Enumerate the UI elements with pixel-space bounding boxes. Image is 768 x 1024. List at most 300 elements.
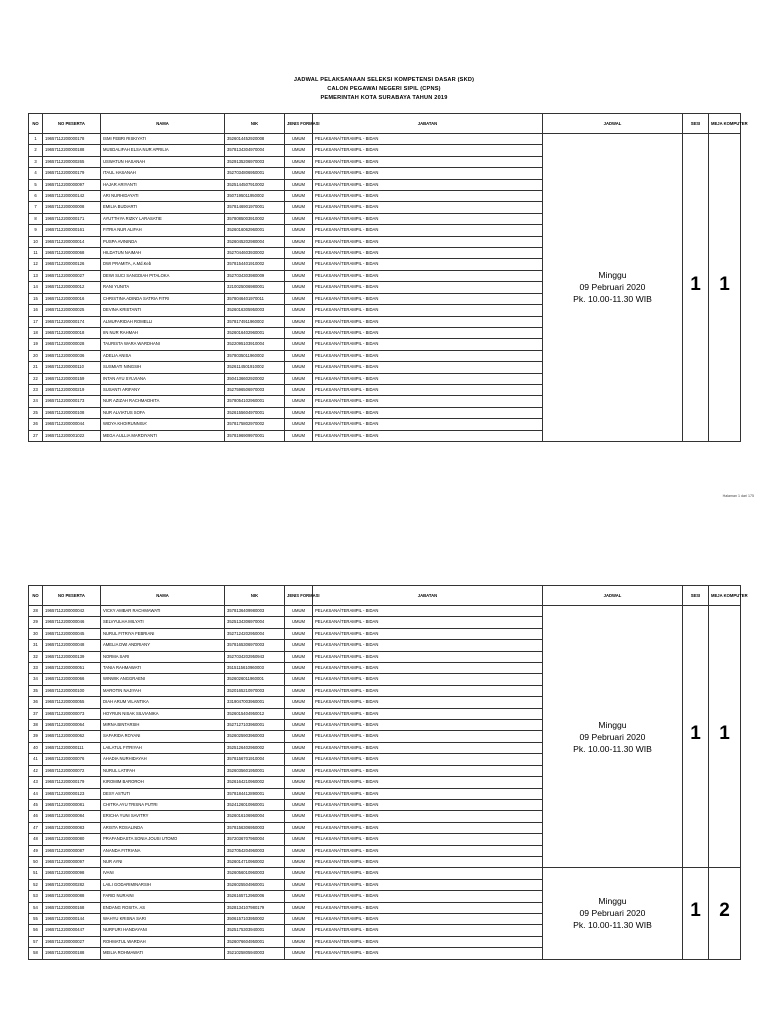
- cell-jabatan: PELAKSANA/TERAMPIL - BIDAN: [313, 617, 543, 628]
- cell-nik: 3525144507910002: [225, 179, 285, 190]
- cell-jenis-formasi: UMUM: [285, 134, 313, 145]
- cell-nama: WINWIK ANGGRAENI: [101, 674, 225, 685]
- cell-nama: DEVINA KRISTANTI: [101, 305, 225, 316]
- cell-jenis-formasi: UMUM: [285, 799, 313, 810]
- cell-nama: EMILIA BUDIARTI: [101, 202, 225, 213]
- cell-jabatan: PELAKSANA/TERAMPIL - BIDAN: [313, 430, 543, 441]
- cell-jenis-formasi: UMUM: [285, 720, 313, 731]
- cell-no-peserta: 19657112200000144: [43, 913, 101, 924]
- cell-nik: 3525126402960002: [225, 742, 285, 753]
- cell-no: 21: [29, 362, 43, 373]
- table-row: [29, 606, 741, 617]
- cell-no: 24: [29, 396, 43, 407]
- cell-no-peserta: 19657112200000168: [43, 902, 101, 913]
- cell-jabatan: PELAKSANA/TERAMPIL - BIDAN: [313, 697, 543, 708]
- cell-no-peserta: 19657112200000447: [43, 925, 101, 936]
- cell-nik: 3210025006980001: [225, 282, 285, 293]
- jadwal-day: Minggu: [598, 270, 627, 281]
- cell-nik: 3578136409980003: [225, 606, 285, 617]
- cell-nama: DWI PRAMITA, A.Md.Keb: [101, 259, 225, 270]
- cell-jabatan: PELAKSANA/TERAMPIL - BIDAN: [313, 925, 543, 936]
- cell-jenis-formasi: UMUM: [285, 811, 313, 822]
- cell-jenis-formasi: UMUM: [285, 617, 313, 628]
- meja-value: 1: [719, 723, 730, 745]
- cell-no: 34: [29, 674, 43, 685]
- cell-jabatan: PELAKSANA/TERAMPIL - BIDAN: [313, 168, 543, 179]
- cell-jenis-formasi: UMUM: [285, 384, 313, 395]
- cell-jabatan: PELAKSANA/TERAMPIL - BIDAN: [313, 293, 543, 304]
- cell-nik: 3526025903960003: [225, 731, 285, 742]
- cell-no-peserta: 19657112200000066: [43, 674, 101, 685]
- cell-jenis-formasi: UMUM: [285, 834, 313, 845]
- cell-nik: 3578175802970002: [225, 419, 285, 430]
- cell-nik: 3520165210970003: [225, 685, 285, 696]
- cell-nik: 3529135206970003: [225, 156, 285, 167]
- cell-nama: ENDANG ROSITA. AS: [101, 902, 225, 913]
- cell-nama: ROHMATUL WARDAH: [101, 936, 225, 947]
- cell-jenis-formasi: UMUM: [285, 191, 313, 202]
- cell-nama: SUSMIATI NINGSIH: [101, 362, 225, 373]
- col-header-peserta: NO PESERTA: [43, 586, 101, 606]
- cell-jenis-formasi: UMUM: [285, 697, 313, 708]
- col-header-meja: MEJA KOMPUTER: [709, 586, 741, 606]
- cell-no-peserta: 19657112200000044: [43, 419, 101, 430]
- cell-meja: [709, 868, 741, 959]
- cell-jabatan: PELAKSANA/TERAMPIL - BIDAN: [313, 651, 543, 662]
- cell-no-peserta: 19657112200000083: [43, 822, 101, 833]
- cell-no-peserta: 19657112200000139: [43, 651, 101, 662]
- cell-no-peserta: 19657112200000087: [43, 845, 101, 856]
- cell-jabatan: PELAKSANA/TERAMPIL - BIDAN: [313, 339, 543, 350]
- cell-jabatan: PELAKSANA/TERAMPIL - BIDAN: [313, 628, 543, 639]
- cell-no: 48: [29, 834, 43, 845]
- cell-no: 58: [29, 948, 43, 959]
- cell-jabatan: PELAKSANA/TERAMPIL - BIDAN: [313, 902, 543, 913]
- cell-no: 35: [29, 685, 43, 696]
- cell-no: 22: [29, 373, 43, 384]
- cell-nama: CHITRA AYU TRISNA PUTRI: [101, 799, 225, 810]
- cell-no: 41: [29, 754, 43, 765]
- cell-nama: NUR AYNI: [101, 856, 225, 867]
- cell-nama: MUSDALIFAH ELSA NUR APRILIA: [101, 145, 225, 156]
- cell-nik: 3526016062960001: [225, 225, 285, 236]
- title-line-1: JADWAL PELAKSANAAN SELEKSI KOMPETENSI DASAR (SKD): [293, 77, 475, 83]
- col-header-nik: NIK: [225, 114, 285, 134]
- cell-no: 45: [29, 799, 43, 810]
- cell-nama: HOYRUN NISAK SILVIANIKA: [101, 708, 225, 719]
- cell-jenis-formasi: UMUM: [285, 765, 313, 776]
- col-header-jenis: JENIS FORMASI: [285, 586, 313, 606]
- cell-no-peserta: 19657112200000046: [43, 617, 101, 628]
- cell-nama: WIDYA KHOIRUNNISA': [101, 419, 225, 430]
- cell-no: 6: [29, 191, 43, 202]
- cell-nama: TANIA RAHMAWATI: [101, 663, 225, 674]
- cell-jabatan: PELAKSANA/TERAMPIL - BIDAN: [313, 674, 543, 685]
- cell-nama: LAILI GODARIMINARSIH: [101, 879, 225, 890]
- cell-jenis-formasi: UMUM: [285, 651, 313, 662]
- cell-no: 38: [29, 720, 43, 731]
- cell-no: 54: [29, 902, 43, 913]
- cell-nik: 3526056010960003: [225, 868, 285, 879]
- cell-jabatan: PELAKSANA/TERAMPIL - BIDAN: [313, 270, 543, 281]
- document-title: [0, 76, 768, 103]
- cell-no-peserta: 19657112200000161: [43, 225, 101, 236]
- cell-meja: [709, 606, 741, 868]
- cell-jabatan: PELAKSANA/TERAMPIL - BIDAN: [313, 856, 543, 867]
- cell-jenis-formasi: UMUM: [285, 891, 313, 902]
- cell-nik: 3526035601950001: [225, 765, 285, 776]
- cell-nik: 3319047003960001: [225, 697, 285, 708]
- cell-jabatan: PELAKSANA/TERAMPIL - BIDAN: [313, 640, 543, 651]
- cell-jadwal: [543, 868, 683, 959]
- cell-jabatan: PELAKSANA/TERAMPIL - BIDAN: [313, 213, 543, 224]
- sesi-value: 1: [690, 900, 701, 922]
- cell-nama: ARI NURHIDAYATI: [101, 191, 225, 202]
- cell-no: 10: [29, 236, 43, 247]
- cell-no-peserta: 19657112200000142: [43, 191, 101, 202]
- cell-no-peserta: 19657112200000098: [43, 868, 101, 879]
- col-header-jabatan: JABATAN: [313, 114, 543, 134]
- cell-jenis-formasi: UMUM: [285, 640, 313, 651]
- cell-jenis-formasi: UMUM: [285, 708, 313, 719]
- cell-nik: 3578035011960002: [225, 350, 285, 361]
- jadwal-time: Pk. 10.00-11.30 WIB: [573, 920, 652, 931]
- cell-nik: 3578134304970004: [225, 145, 285, 156]
- cell-nama: FARID NURAINI: [101, 891, 225, 902]
- col-header-nama: NAMA: [101, 114, 225, 134]
- cell-no: 55: [29, 913, 43, 924]
- title-line-3: PEMERINTAH KOTA SURABAYA TAHUN 2019: [320, 95, 448, 101]
- cell-jabatan: PELAKSANA/TERAMPIL - BIDAN: [313, 419, 543, 430]
- cell-no: 17: [29, 316, 43, 327]
- cell-jenis-formasi: UMUM: [285, 305, 313, 316]
- cell-jabatan: PELAKSANA/TERAMPIL - BIDAN: [313, 362, 543, 373]
- cell-jabatan: PELAKSANA/TERAMPIL - BIDAN: [313, 202, 543, 213]
- cell-jenis-formasi: UMUM: [285, 430, 313, 441]
- cell-jabatan: PELAKSANA/TERAMPIL - BIDAN: [313, 606, 543, 617]
- cell-nik: 3525134306970004: [225, 617, 285, 628]
- cell-jenis-formasi: UMUM: [285, 628, 313, 639]
- cell-nama: USWATUN HASANAH: [101, 156, 225, 167]
- cell-nama: ADELIA ANISA: [101, 350, 225, 361]
- cell-jabatan: PELAKSANA/TERAMPIL - BIDAN: [313, 720, 543, 731]
- cell-no: 15: [29, 293, 43, 304]
- cell-jabatan: PELAKSANA/TERAMPIL - BIDAN: [313, 936, 543, 947]
- cell-jabatan: PELAKSANA/TERAMPIL - BIDAN: [313, 305, 543, 316]
- cell-no-peserta: 19657112200000179: [43, 777, 101, 788]
- cell-jenis-formasi: UMUM: [285, 236, 313, 247]
- cell-no: 49: [29, 845, 43, 856]
- cell-no: 29: [29, 617, 43, 628]
- cell-jenis-formasi: UMUM: [285, 856, 313, 867]
- cell-nama: NURUL FITRIYA FEBRIANI: [101, 628, 225, 639]
- cell-nama: SELVYULHA MILYATI: [101, 617, 225, 628]
- cell-no-peserta: 19657112200000088: [43, 891, 101, 902]
- cell-jenis-formasi: UMUM: [285, 777, 313, 788]
- cell-nik: 3527034202950943: [225, 651, 285, 662]
- cell-no-peserta: 19657112200000051: [43, 663, 101, 674]
- cell-nama: VICKY AMBAR RACHMAWATI: [101, 606, 225, 617]
- cell-no: 57: [29, 936, 43, 947]
- cell-no: 11: [29, 248, 43, 259]
- col-header-no: NO: [29, 114, 43, 134]
- col-header-jenis: JENIS FORMASI: [285, 114, 313, 134]
- cell-nik: 3526016106960004: [225, 811, 285, 822]
- cell-nik: 3578085003910002: [225, 213, 285, 224]
- cell-nama: AYUTTHYA RIZKY LARASATIE: [101, 213, 225, 224]
- cell-jabatan: PELAKSANA/TERAMPIL - BIDAN: [313, 913, 543, 924]
- cell-no-peserta: 19657112200000048: [43, 640, 101, 651]
- cell-nik: 3526114501910002: [225, 362, 285, 373]
- cell-sesi: [683, 868, 709, 959]
- cell-no-peserta: 19657112200000108: [43, 407, 101, 418]
- cell-no-peserta: 19657112200000174: [43, 316, 101, 327]
- cell-no: 47: [29, 822, 43, 833]
- cell-jabatan: PELAKSANA/TERAMPIL - BIDAN: [313, 845, 543, 856]
- col-header-nik: NIK: [225, 586, 285, 606]
- cell-nik: 3506157103950002: [225, 913, 285, 924]
- col-header-no: NO: [29, 586, 43, 606]
- cell-nama: MIRNA BINTARSIH: [101, 720, 225, 731]
- cell-nama: ERICHA YUNI SAVITRY: [101, 811, 225, 822]
- cell-jabatan: PELAKSANA/TERAMPIL - BIDAN: [313, 373, 543, 384]
- cell-nik: 3524126010960001: [225, 799, 285, 810]
- cell-nama: NURUL LATIFAH: [101, 765, 225, 776]
- cell-nama: CHRISTINA ADINDA SATRIA FITRI: [101, 293, 225, 304]
- cell-no-peserta: 19657112200000100: [43, 685, 101, 696]
- cell-jenis-formasi: UMUM: [285, 902, 313, 913]
- cell-nama: DESY ASTUTI: [101, 788, 225, 799]
- cell-no-peserta: 19657112200000064: [43, 720, 101, 731]
- cell-nik: 3578054102960001: [225, 396, 285, 407]
- cell-no: 51: [29, 868, 43, 879]
- cell-no-peserta: 19657112200000097: [43, 856, 101, 867]
- cell-jenis-formasi: UMUM: [285, 674, 313, 685]
- cell-jabatan: PELAKSANA/TERAMPIL - BIDAN: [313, 225, 543, 236]
- cell-nik: 3578174911960002: [225, 316, 285, 327]
- cell-no-peserta: 19657112200000188: [43, 948, 101, 959]
- cell-nik: 3527054204960003: [225, 845, 285, 856]
- cell-jabatan: PELAKSANA/TERAMPIL - BIDAN: [313, 191, 543, 202]
- cell-jenis-formasi: UMUM: [285, 225, 313, 236]
- cell-no-peserta: 19657112200000027: [43, 936, 101, 947]
- cell-nik: 3578184412890001: [225, 788, 285, 799]
- cell-nik: 3515115610960003: [225, 663, 285, 674]
- col-header-peserta: NO PESERTA: [43, 114, 101, 134]
- cell-jabatan: PELAKSANA/TERAMPIL - BIDAN: [313, 384, 543, 395]
- cell-no: 39: [29, 731, 43, 742]
- cell-jenis-formasi: UMUM: [285, 362, 313, 373]
- cell-nama: PRAFANDASTA SONIA JOUSI UTOMO: [101, 834, 225, 845]
- jadwal-time: Pk. 10.00-11.30 WIB: [573, 294, 652, 305]
- cell-no: 1: [29, 134, 43, 145]
- cell-nama: MAROTIN NAJIYAH: [101, 685, 225, 696]
- cell-no-peserta: 19657112200000008: [43, 202, 101, 213]
- cell-no: 18: [29, 327, 43, 338]
- cell-no-peserta: 19657112200000012: [43, 282, 101, 293]
- cell-nama: AHADIA NURHIDAYAH: [101, 754, 225, 765]
- cell-jabatan: PELAKSANA/TERAMPIL - BIDAN: [313, 879, 543, 890]
- cell-jabatan: PELAKSANA/TERAMPIL - BIDAN: [313, 708, 543, 719]
- cell-no-peserta: 19657112200000173: [43, 396, 101, 407]
- cell-nama: NUR ALVIATUS SOFA: [101, 407, 225, 418]
- cell-no: 2: [29, 145, 43, 156]
- cell-nama: ITAUL HASANAH: [101, 168, 225, 179]
- cell-no: 28: [29, 606, 43, 617]
- cell-jenis-formasi: UMUM: [285, 788, 313, 799]
- cell-jenis-formasi: UMUM: [285, 396, 313, 407]
- cell-nik: 3526045202980004: [225, 236, 285, 247]
- cell-jenis-formasi: UMUM: [285, 731, 313, 742]
- col-header-meja: MEJA KOMPUTER: [709, 114, 741, 134]
- cell-no: 26: [29, 419, 43, 430]
- cell-no: 44: [29, 788, 43, 799]
- col-header-nama: NAMA: [101, 586, 225, 606]
- cell-jenis-formasi: UMUM: [285, 350, 313, 361]
- cell-jenis-formasi: UMUM: [285, 327, 313, 338]
- cell-jenis-formasi: UMUM: [285, 259, 313, 270]
- cell-no: 31: [29, 640, 43, 651]
- cell-jenis-formasi: UMUM: [285, 282, 313, 293]
- cell-nama: MEILIA ROHMAWATI: [101, 948, 225, 959]
- cell-no: 20: [29, 350, 43, 361]
- cell-jenis-formasi: UMUM: [285, 213, 313, 224]
- cell-no: 25: [29, 407, 43, 418]
- cell-no-peserta: 19657112200000171: [43, 213, 101, 224]
- cell-no: 53: [29, 891, 43, 902]
- cell-nik: 3526016305950003: [225, 305, 285, 316]
- cell-nik: 3526016402960001: [225, 327, 285, 338]
- cell-jabatan: PELAKSANA/TERAMPIL - BIDAN: [313, 396, 543, 407]
- cell-nik: 3527127103960001: [225, 720, 285, 731]
- schedule-table: [28, 113, 748, 442]
- cell-nik: 3507195011950002: [225, 191, 285, 202]
- cell-nama: DEWI SUCI SANGDIAH PITALOKA: [101, 270, 225, 281]
- cell-no-peserta: 19657112200000036: [43, 350, 101, 361]
- cell-jenis-formasi: UMUM: [285, 339, 313, 350]
- cell-jabatan: PELAKSANA/TERAMPIL - BIDAN: [313, 799, 543, 810]
- cell-no: 4: [29, 168, 43, 179]
- cell-jabatan: PELAKSANA/TERAMPIL - BIDAN: [313, 811, 543, 822]
- cell-nama: RANI YUNITA: [101, 282, 225, 293]
- cell-nama: IVANI: [101, 868, 225, 879]
- cell-no-peserta: 19657112200000055: [43, 697, 101, 708]
- cell-jenis-formasi: UMUM: [285, 936, 313, 947]
- cell-jabatan: PELAKSANA/TERAMPIL - BIDAN: [313, 327, 543, 338]
- cell-no-peserta: 19657112200000188: [43, 145, 101, 156]
- cell-nik: 3526164210960002: [225, 777, 285, 788]
- cell-nama: LAILATUL FITRIYAH: [101, 742, 225, 753]
- cell-sesi: [683, 134, 709, 442]
- title-line-2: CALON PEGAWAI NEGERI SIPIL (CPNS): [327, 86, 441, 92]
- col-header-sesi: SESI: [683, 586, 709, 606]
- cell-no-peserta: 19657112200001022: [43, 430, 101, 441]
- col-header-sesi: SESI: [683, 114, 709, 134]
- table-header-row: [29, 586, 741, 606]
- cell-jabatan: PELAKSANA/TERAMPIL - BIDAN: [313, 350, 543, 361]
- cell-jadwal: [543, 606, 683, 868]
- cell-no: 12: [29, 259, 43, 270]
- cell-no-peserta: 19657112200000126: [43, 259, 101, 270]
- cell-jenis-formasi: UMUM: [285, 179, 313, 190]
- cell-nama: FITRIA NUR ALIFAH: [101, 225, 225, 236]
- cell-nama: KIROMIM BAROROH: [101, 777, 225, 788]
- cell-jabatan: PELAKSANA/TERAMPIL - BIDAN: [313, 685, 543, 696]
- cell-jabatan: PELAKSANA/TERAMPIL - BIDAN: [313, 788, 543, 799]
- document-page-2: [0, 578, 768, 1024]
- cell-no-peserta: 19657112200000014: [43, 236, 101, 247]
- cell-no-peserta: 19657112200000123: [43, 788, 101, 799]
- cell-jenis-formasi: UMUM: [285, 407, 313, 418]
- cell-nama: INTAN AYU SYLVIANA: [101, 373, 225, 384]
- cell-jenis-formasi: UMUM: [285, 145, 313, 156]
- cell-no-peserta: 19657112200000110: [43, 362, 101, 373]
- cell-jabatan: PELAKSANA/TERAMPIL - BIDAN: [313, 891, 543, 902]
- page-footer: Halaman 1 dari 175: [722, 494, 754, 498]
- cell-nama: MEGA AULLIA MARDIYANTI: [101, 430, 225, 441]
- cell-jenis-formasi: UMUM: [285, 948, 313, 959]
- jadwal-text: [545, 719, 680, 755]
- cell-jenis-formasi: UMUM: [285, 742, 313, 753]
- cell-jenis-formasi: UMUM: [285, 685, 313, 696]
- cell-jabatan: PELAKSANA/TERAMPIL - BIDAN: [313, 248, 543, 259]
- col-header-jabatan: JABATAN: [313, 586, 543, 606]
- cell-jenis-formasi: UMUM: [285, 419, 313, 430]
- cell-no: 9: [29, 225, 43, 236]
- cell-jabatan: PELAKSANA/TERAMPIL - BIDAN: [313, 948, 543, 959]
- cell-no-peserta: 19657112200000265: [43, 156, 101, 167]
- cell-nama: ANANDA FITRIANA: [101, 845, 225, 856]
- cell-nik: 3522095103910004: [225, 339, 285, 350]
- cell-jenis-formasi: UMUM: [285, 925, 313, 936]
- cell-no: 46: [29, 811, 43, 822]
- cell-no-peserta: 19657112200000179: [43, 168, 101, 179]
- cell-nik: 3526014710960002: [225, 856, 285, 867]
- cell-no-peserta: 19657112200000076: [43, 754, 101, 765]
- cell-jabatan: PELAKSANA/TERAMPIL - BIDAN: [313, 742, 543, 753]
- cell-no-peserta: 19657112200000068: [43, 248, 101, 259]
- cell-jabatan: PELAKSANA/TERAMPIL - BIDAN: [313, 316, 543, 327]
- cell-no: 52: [29, 879, 43, 890]
- cell-nama: SAFARIDA ROYANI: [101, 731, 225, 742]
- cell-jenis-formasi: UMUM: [285, 373, 313, 384]
- cell-no-peserta: 19657112200000027: [43, 270, 101, 281]
- cell-jabatan: PELAKSANA/TERAMPIL - BIDAN: [313, 834, 543, 845]
- cell-no-peserta: 19657112200000042: [43, 606, 101, 617]
- cell-nik: 3578165306970003: [225, 640, 285, 651]
- cell-jabatan: PELAKSANA/TERAMPIL - BIDAN: [313, 259, 543, 270]
- cell-jabatan: PELAKSANA/TERAMPIL - BIDAN: [313, 731, 543, 742]
- cell-jenis-formasi: UMUM: [285, 845, 313, 856]
- cell-no: 14: [29, 282, 43, 293]
- cell-jenis-formasi: UMUM: [285, 868, 313, 879]
- cell-nik: 3521025805940003: [225, 948, 285, 959]
- cell-no: 19: [29, 339, 43, 350]
- cell-no: 32: [29, 651, 43, 662]
- cell-nama: WAHYU KRISNA SARI: [101, 913, 225, 924]
- cell-nik: 3526155604970001: [225, 407, 285, 418]
- cell-jabatan: PELAKSANA/TERAMPIL - BIDAN: [313, 754, 543, 765]
- cell-jenis-formasi: UMUM: [285, 248, 313, 259]
- cell-nama: IIN NUR RAHMAH: [101, 327, 225, 338]
- cell-jenis-formasi: UMUM: [285, 663, 313, 674]
- cell-nik: 3528134107980179: [225, 902, 285, 913]
- cell-no: 3: [29, 156, 43, 167]
- cell-jenis-formasi: UMUM: [285, 879, 313, 890]
- cell-nik: 3578156306950003: [225, 822, 285, 833]
- cell-nama: PUSPA AVININDA: [101, 236, 225, 247]
- cell-nama: NORMA SARI: [101, 651, 225, 662]
